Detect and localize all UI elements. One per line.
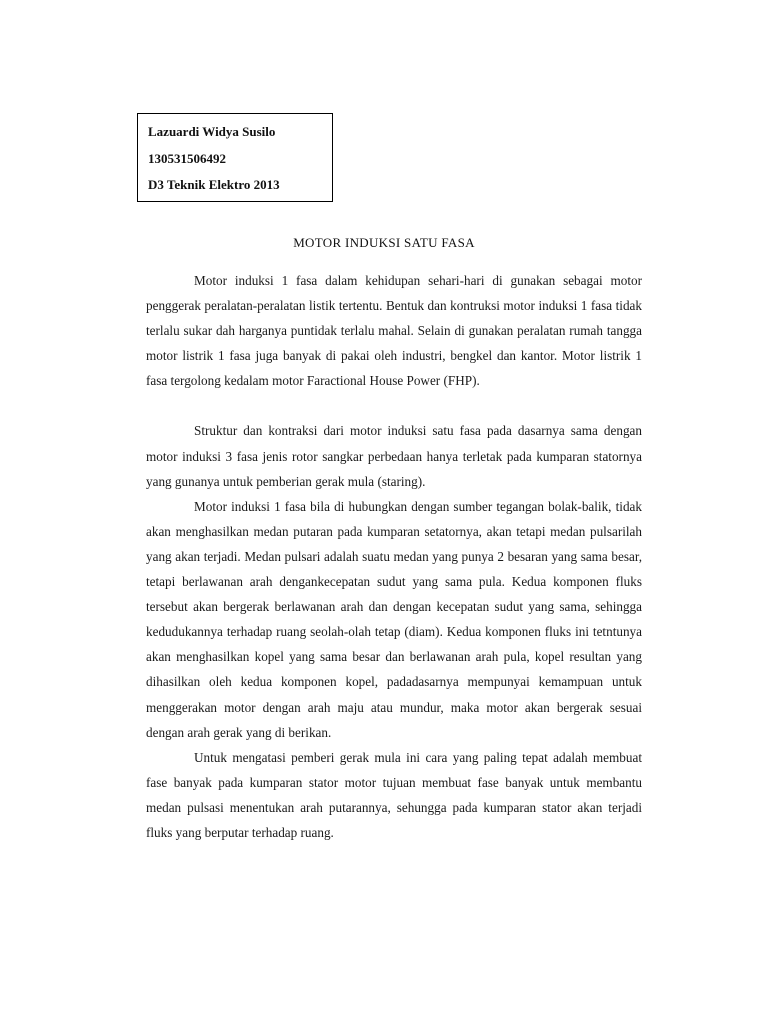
author-info-box xyxy=(137,113,333,202)
document-body xyxy=(146,268,642,845)
paragraph-structure: Struktur dan kontraksi dari motor induksi satu fasa pada dasarnya sama dengan motor induksi 3 fasa jenis rotor sangkar perbedaan hanya terletak pada kumparan statornya yang gunanya untuk pemberian gerak mula (staring). xyxy=(146,423,642,489)
author-id-number: 130531506492 xyxy=(148,150,226,166)
paragraph-starting-method: Untuk mengatasi pemberi gerak mula ini cara yang paling tepat adalah membuat fase banyak pada kumparan stator motor tujuan membuat fase banyak untuk membantu medan pulsasi menentukan arah putarannya, sehungga pada kumparan stator akan terjadi fluks yang berputar terhadap ruang. xyxy=(146,749,642,840)
author-program: D3 Teknik Elektro 2013 xyxy=(148,177,280,192)
author-name: Lazuardi Widya Susilo xyxy=(148,124,276,139)
paragraph-intro: Motor induksi 1 fasa dalam kehidupan sehari-hari di gunakan sebagai motor penggerak peralatan-peralatan listik tertentu. Bentuk dan kontruksi motor induksi 1 fasa tidak terlalu sukar dah harganya puntidak terlalu mahal. Selain di gunakan peralatan rumah tangga motor listrik 1 fasa juga banyak di pakai oleh industri, bengkel dan kantor. Motor listrik 1 fasa tergolong kedalam motor Faractional House Power (FHP). xyxy=(146,273,642,389)
document-title: MOTOR INDUKSI SATU FASA xyxy=(293,235,475,250)
paragraph-pulsating-field: Motor induksi 1 fasa bila di hubungkan dengan sumber tegangan bolak-balik, tidak akan menghasilkan medan putaran pada kumparan setatornya, akan tetapi medan pulsarilah yang akan terjadi. Medan pulsari adalah suatu medan yang punya 2 besaran yang sama besar, tetapi berlawanan arah dengankecepatan sudut yang sama pula. Kedua komponen fluks tersebut akan bergerak berlawanan arah dan dengan kecepatan sudut yang sama, sehingga kedudukannya terhadap ruang seolah-olah tetap (diam). Kedua komponen fluks ini tetntunya akan menghasilkan kopel yang sama besar dan berlawanan arah pula, kopel resultan yang dihasilkan oleh kedua komponen kopel, padadasarnya mempunyai kemampuan untuk menggerakan motor dengan arah maju atau mundur, maka motor akan bergerak sesuai dengan arah gerak yang di berikan. xyxy=(146,498,642,740)
